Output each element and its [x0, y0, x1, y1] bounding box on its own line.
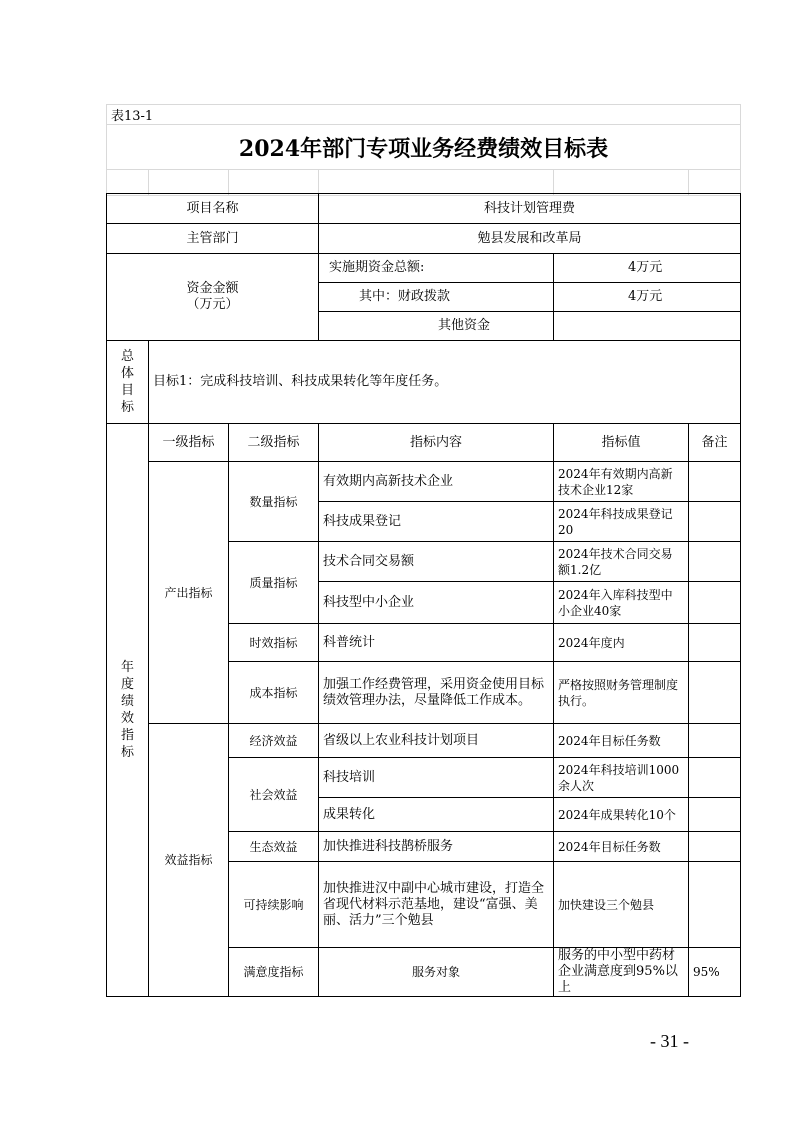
social-content-1: 科技培训	[319, 758, 554, 798]
department-value: 勉县发展和改革局	[319, 224, 741, 254]
header-remark: 备注	[689, 424, 741, 462]
sustainable-value: 加快建设三个勉县	[554, 862, 689, 948]
cost-remark	[689, 662, 741, 724]
funds-total-value: 4万元	[554, 254, 741, 283]
social-remark-2	[689, 798, 741, 832]
output-indicator: 产出指标	[149, 462, 229, 724]
funds-label-line2: （万元）	[186, 297, 239, 312]
quantity-remark-2	[689, 502, 741, 542]
quantity-remark-1	[689, 462, 741, 502]
ecological-value: 2024年目标任务数	[554, 832, 689, 862]
timeliness-remark	[689, 624, 741, 662]
page-number: - 31 -	[650, 1031, 689, 1051]
quantity-content-1: 有效期内高新技术企业	[319, 462, 554, 502]
quality-content-2: 科技型中小企业	[319, 582, 554, 624]
header-content: 指标内容	[319, 424, 554, 462]
quantity-indicator: 数量指标	[229, 462, 319, 542]
funds-other-label: 其他资金	[319, 312, 554, 341]
economic-remark	[689, 724, 741, 758]
economic-value: 2024年目标任务数	[554, 724, 689, 758]
sustainable-indicator: 可持续影响	[229, 862, 319, 948]
sustainable-content: 加快推进汉中副中心城市建设，打造全省现代材料示范基地，建设“富强、美丽、活力”三个勉县	[319, 862, 554, 948]
table-number: 表13-1	[107, 105, 741, 125]
ecological-content: 加快推进科技鹊桥服务	[319, 832, 554, 862]
header-level2: 二级指标	[229, 424, 319, 462]
timeliness-indicator: 时效指标	[229, 624, 319, 662]
header-level1: 一级指标	[149, 424, 229, 462]
funds-total-label: 实施期资金总额:	[319, 254, 554, 283]
quality-value-2: 2024年入库科技型中小企业40家	[554, 582, 689, 624]
quantity-content-2: 科技成果登记	[319, 502, 554, 542]
social-indicator: 社会效益	[229, 758, 319, 832]
annual-indicator-label: 年度绩效指标	[120, 660, 134, 760]
funds-fiscal-value: 4万元	[554, 283, 741, 312]
quantity-value-1: 2024年有效期内高新技术企业12家	[554, 462, 689, 502]
funds-label-line1: 资金金额	[186, 281, 239, 296]
economic-content: 省级以上农业科技计划项目	[319, 724, 554, 758]
timeliness-content: 科普统计	[319, 624, 554, 662]
department-label: 主管部门	[107, 224, 319, 254]
overall-goal-label: 总体目标	[120, 349, 134, 415]
cost-indicator: 成本指标	[229, 662, 319, 724]
funds-other-value	[554, 312, 741, 341]
ecological-remark	[689, 832, 741, 862]
cost-value: 严格按照财务管理制度执行。	[554, 662, 689, 724]
quality-value-1: 2024年技术合同交易额1.2亿	[554, 542, 689, 582]
service-target-indicator: 服务对象	[319, 948, 554, 997]
economic-indicator: 经济效益	[229, 724, 319, 758]
sustainable-remark	[689, 862, 741, 948]
project-name-value: 科技计划管理费	[319, 194, 741, 224]
cost-content: 加强工作经费管理，采用资金使用目标绩效管理办法，尽量降低工作成本。	[319, 662, 554, 724]
overall-goal-label-cell	[107, 341, 149, 424]
satisfaction-value: 95%	[689, 948, 741, 997]
funds-fiscal-label: 其中：财政拨款	[319, 283, 554, 312]
quality-content-1: 技术合同交易额	[319, 542, 554, 582]
social-value-2: 2024年成果转化10个	[554, 798, 689, 832]
quantity-value-2: 2024年科技成果登记20	[554, 502, 689, 542]
social-content-2: 成果转化	[319, 798, 554, 832]
page-title: 2024年部门专项业务经费绩效目标表	[107, 125, 741, 170]
funds-label	[107, 254, 319, 341]
header-value: 指标值	[554, 424, 689, 462]
overall-goal-text: 目标1：完成科技培训、科技成果转化等年度任务。	[149, 341, 741, 424]
annual-indicator-label-cell	[107, 424, 149, 997]
project-name-label: 项目名称	[107, 194, 319, 224]
ecological-indicator: 生态效益	[229, 832, 319, 862]
quality-remark-2	[689, 582, 741, 624]
timeliness-value: 2024年度内	[554, 624, 689, 662]
benefit-indicator: 效益指标	[149, 724, 229, 997]
social-value-1: 2024年科技培训1000余人次	[554, 758, 689, 798]
social-remark-1	[689, 758, 741, 798]
satisfaction-indicator: 满意度指标	[229, 948, 319, 997]
main-table	[106, 193, 741, 997]
performance-target-table	[106, 104, 741, 196]
quality-indicator: 质量指标	[229, 542, 319, 624]
quality-remark-1	[689, 542, 741, 582]
satisfaction-content: 服务的中小型中药材企业满意度到95%以上	[554, 948, 689, 997]
